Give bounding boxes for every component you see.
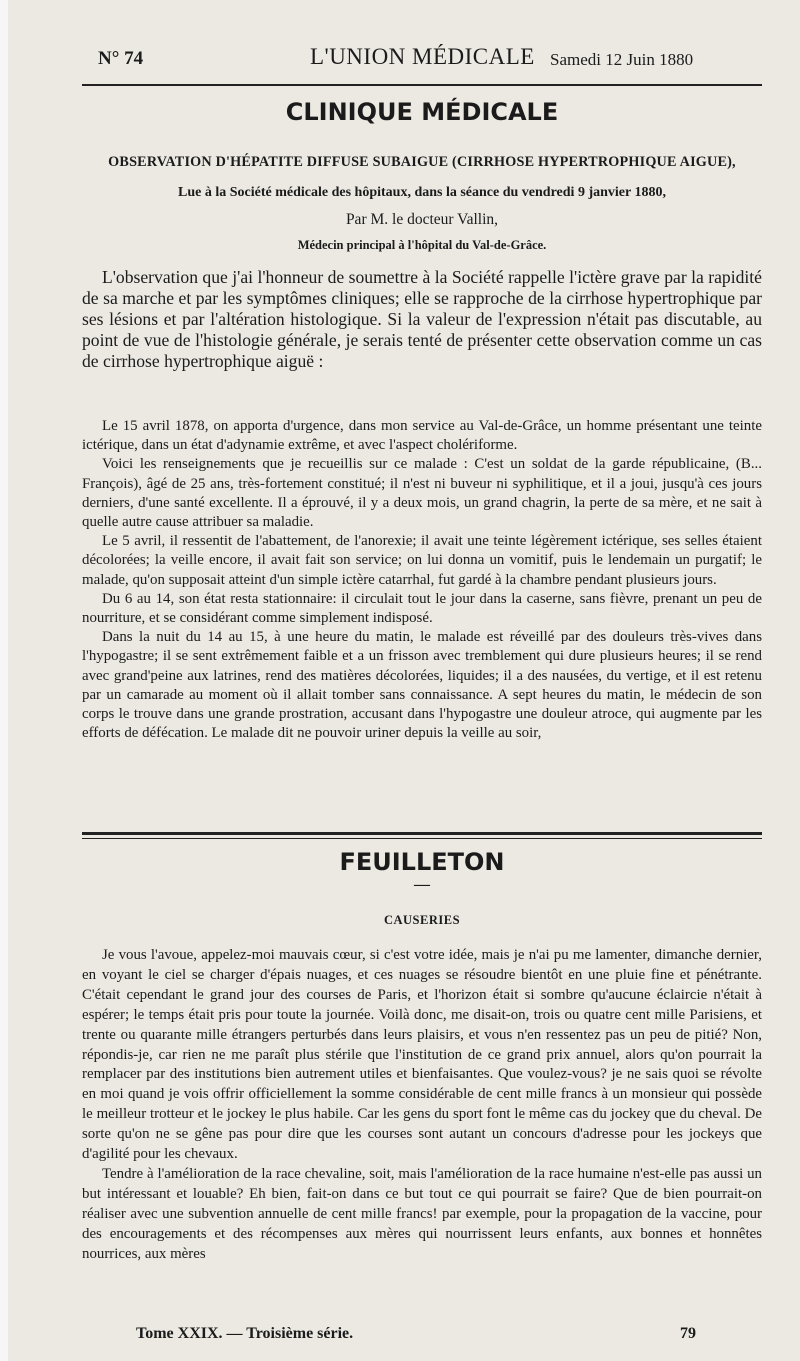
clinique-body: [82, 417, 762, 743]
author-role: Médecin principal à l'hôpital du Val-de-Grâce.: [297, 238, 547, 252]
feuilleton-section-title: FEUILLETON: [339, 848, 505, 876]
clinique-paragraph: Du 6 au 14, son état resta stationnaire: il circulait tout le jour dans la caserne, sans fièvre, prenant un peu de nourriture, et se considérant comme simplement indisposé.: [82, 590, 762, 627]
clinique-paragraph: Le 5 avril, il ressentit de l'abattement, de l'anorexie; il avait une teinte légèrement ictérique, ses selles étaient décolorées; la veille encore, il avait fait son service; on lui donna un vomitif, puis le lendemain un purgatif; le malade, qu'on supposait atteint d'un simple ictère catarrhal, fut gardé à la chambre pendant plusieurs jours.: [82, 533, 762, 588]
clinique-section-title: CLINIQUE MÉDICALE: [285, 98, 559, 126]
page-margin-strip: [0, 0, 8, 1361]
author-line: Par M. le docteur Vallin,: [345, 211, 499, 228]
journal-title: L'UNION MÉDICALE: [310, 44, 535, 69]
observation-title: OBSERVATION D'HÉPATITE DIFFUSE SUBAIGUE (CIRRHOSE HYPERTROPHIQUE AIGUE),: [108, 154, 736, 170]
intro-text: L'observation que j'ai l'honneur de soumettre à la Société rappelle l'ictère grave par la rapidité de sa marche et par les symptômes cliniques; elle se rapproche de la cirrhose hypertrophique par ses lésions et par l'altération histologique. Si la valeur de l'expression n'était pas discutable, au point de vue de l'histologie générale, je serais tenté de présenter cette observation comme un cas de cirrhose hypertrophique aiguë :: [82, 267, 762, 371]
feuilleton-rule-thin: [82, 838, 762, 839]
page-header: [90, 44, 770, 74]
clinique-paragraph: Dans la nuit du 14 au 15, à une heure du matin, le malade est réveillé par des douleurs très-vives dans l'hypogastre; il se sent extrêmement faible et a un frisson avec tremblement qui dure plusieurs heures; il se rend avec grand'peine aux latrines, rend des matières décolorées, liquides; il a des nausées, du vertige, et il est retenu par un camarade au moment où il allait tomber sans connaissance. A sept heures du matin, le médecin de son corps le trouve dans une grande prostration, accusant dans l'hypogastre une douleur atroce, qui augmente par les efforts de défécation. Le malade dit ne pouvoir uriner depuis la veille au soir,: [82, 629, 762, 742]
header-rule: [82, 84, 762, 86]
intro-paragraph: [82, 267, 762, 372]
read-at-line: Lue à la Société médicale des hôpitaux, dans la séance du vendredi 9 janvier 1880,: [178, 185, 666, 200]
issue-date: Samedi 12 Juin 1880: [550, 50, 694, 69]
clinique-paragraph: Le 15 avril 1878, on apporta d'urgence, dans mon service au Val-de-Grâce, un homme présentant une teinte ictérique, dans un état d'adynamie extrême, et avec l'aspect cholériforme.: [82, 418, 762, 454]
page-number: 79: [680, 1325, 696, 1342]
feuilleton-paragraph: Tendre à l'amélioration de la race chevaline, soit, mais l'amélioration de la race humaine n'est-elle pas aussi un but intéressant et louable? Eh bien, fait-on dans ce but tout ce qui pourrait se faire? Que de bien pourrait-on réaliser avec une subvention annuelle de cent mille francs! par exemple, pour la propagation de la vaccine, pour des encouragements et des récompenses aux mères qui nourrissent leurs enfants, aux bonnes et honnêtes nourrices, aux mères: [82, 1165, 762, 1262]
page-footer: [136, 1325, 696, 1347]
clinique-paragraph: Voici les renseignements que je recueillis sur ce malade : C'est un soldat de la garde républicaine, (B... François), âgé de 25 ans, très-fortement constitué; il n'est ni buveur ni syphilitique, et il a joui, jusqu'à ces jours derniers, d'une santé excellente. Il a éprouvé, il y a deux mois, un grand chagrin, la perte de sa mère, et ne sait à quelle autre cause attribuer sa maladie.: [82, 456, 762, 531]
feuilleton-body: [82, 946, 762, 1265]
issue-number: N° 74: [98, 48, 144, 69]
tome-label: Tome XXIX. — Troisième série.: [136, 1325, 354, 1342]
feuilleton-rule-thick: [82, 832, 762, 835]
feuilleton-paragraph: Je vous l'avoue, appelez-moi mauvais cœur, si c'est votre idée, mais je n'ai pu me lamenter, dimanche dernier, en voyant le ciel se charger d'épais nuages, et ces nuages se résoudre bientôt en une pluie fine et pénétrante. C'était cependant le grand jour des courses de Paris, et l'horizon était si sombre qu'aucune éclaircie n'était à espérer; le temps était pris pour toute la journée. Voilà donc, me disait-on, trois ou quatre cent mille Parisiens, et trente ou quarante mille étrangers perturbés dans leurs plaisirs, et vous n'en ressentez pas un peu de pitié? Non, répondis-je, car rien ne me paraît plus stérile que l'institution de ce grand prix annuel, alors qu'on pourrait la remplacer par des institutions bien autrement utiles et bienfaisantes. Que voulez-vous? je ne sais quoi se révolte en moi quand je vois offrir officiellement la somme considérable de cent mille francs à un monsieur qui possède le meilleur trotteur et le jockey le plus habile. Car les gens du sport font le même cas du jockey que du cheval. De sorte qu'on ne se gêne pas pour dire que les courses sont autant un concours d'adresse pour les jockeys que d'agilité pour les chevaux.: [82, 947, 762, 1163]
feuilleton-subtitle: CAUSERIES: [383, 913, 461, 927]
feuilleton-dash: —: [414, 876, 430, 893]
